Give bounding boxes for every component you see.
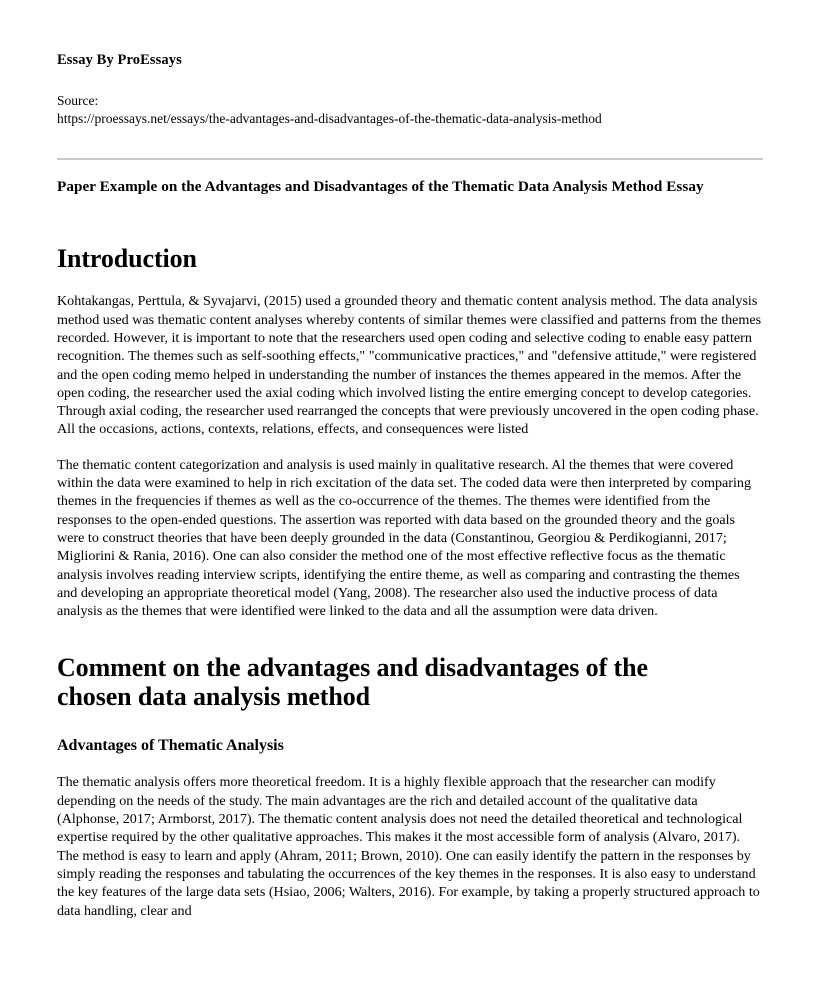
heading-introduction: Introduction [57,244,197,274]
source-label: Source: [57,93,99,109]
subheading-advantages-of-thematic-analysis: Advantages of Thematic Analysis [57,737,284,755]
comment-paragraph-1: The thematic analysis offers more theoretical freedom. It is a highly flexible approach that the researcher can modify depending on the needs of the study. The main advantages are the rich and detailed account of the qualitative data (Alphonse, 2017; Armborst, 2017). The thematic content analysis does not need the detailed theoretical and technological expertise required by the other qualitative approaches. This makes it the most accessible form of analysis (Alvaro, 2017). The method is easy to learn and apply (Ahram, 2011; Brown, 2010). One can easily identify the pattern in the responses by simply reading the responses and tabulating the occurrences of the key themes in the responses. It is also easy to understand the key features of the large data sets (Hsiao, 2006; Walters, 2016). For example, by taking a properly structured approach to data handling, clear and [57,774,760,919]
heading-comment-on-advantages-disadvantages: Comment on the advantages and disadvantages of the chosen data analysis method [57,653,648,712]
source-url[interactable]: https://proessays.net/essays/the-advantages-and-disadvantages-of-the-thematic-data-analysis-method [57,111,602,127]
site-name: Essay By ProEssays [57,52,182,68]
introduction-paragraph-1: Kohtakangas, Perttula, & Syvajarvi, (2015) used a grounded theory and thematic content analysis method. The data analysis method used was thematic content analyses whereby contents of similar themes were classified and patterns from the themes recorded. However, it is important to note that the researchers used open coding and selective coding to enable easy pattern recognition. The themes such as self-soothing effects," "communicative practices," and "defensive attitude," were registered and the open coding memo helped in understanding the number of instances the themes appeared in the memos. After the open coding, the researcher used the axial coding which involved listing the entire emerging concept to develop categories. Through axial coding, the researcher used rearranged the concepts that were previously uncovered in the open coding phase. All the occasions, actions, contexts, relations, effects, and consequences were listed [57,293,762,438]
source-block [57,69,763,128]
paper-title: Paper Example on the Advantages and Disadvantages of the Thematic Data Analysis Method Essay [57,178,704,196]
document-content-column [57,0,763,920]
introduction-paragraph-2: The thematic content categorization and analysis is used mainly in qualitative research. Al the themes that were covered within the data were examined to help in rich excitation of the data set. The coded data were then interpreted by comparing themes in the frequencies if themes as well as the co-occurrence of the themes. The themes were identified from the responses to the open-ended questions. The assertion was reported with data based on the grounded theory and the goals were to construct theories that have been deeply grounded in the data (Constantinou, Georgiou & Perdikogianni, 2017; Migliorini & Rania, 2016). One can also consider the method one of the most effective reflective focus as the thematic analysis involves reading interview scripts, identifying the entire theme, as well as comparing and contrasting the themes and developing an appropriate theoretical model (Yang, 2008). The researcher also used the inductive process of data analysis as the themes that were identified were linked to the data and all the assumption were data driven. [57,456,751,620]
